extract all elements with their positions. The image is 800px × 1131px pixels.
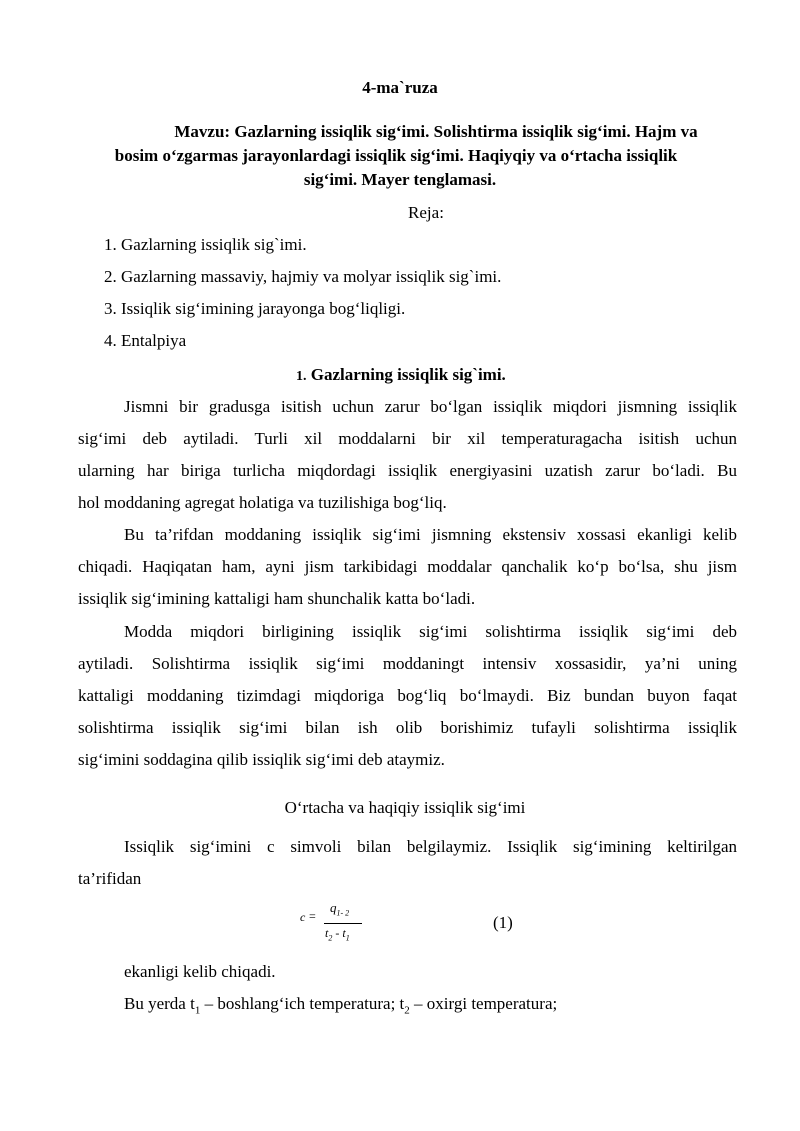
paragraph-line: ularning har biriga turlicha miqdordagi issiqlik energiyasini uzatish zarur bo‘ladi. Bu: [78, 461, 737, 480]
formula: [300, 900, 380, 946]
section-number: 1.: [296, 369, 307, 384]
formula-denominator: $t_2 - t_1$: [325, 926, 350, 943]
paragraph-line: Bu ta’rifdan moddaning issiqlik sig‘imi jismning ekstensiv xossasi ekanligi kelib: [124, 525, 737, 544]
plan-title: Reja:: [408, 203, 444, 222]
section-title: Gazlarning issiqlik sig`imi.: [310, 365, 506, 384]
topic-line-3: sig‘imi. Mayer tenglamasi.: [303, 170, 497, 189]
paragraph-line: ekanligi kelib chiqadi.: [124, 962, 276, 981]
paragraph-line: kattaligi moddaning tizimdagi miqdoriga bog‘liq bo‘lmaydi. Biz bundan buyon faqat: [78, 686, 737, 705]
topic-line-2: bosim o‘zgarmas jarayonlardagi issiqlik sig‘imi. Haqiyqiy va o‘rtacha issiqlik: [114, 146, 678, 165]
plan-item: 3. Issiqlik sig‘imining jarayonga bog‘liqligi.: [104, 299, 406, 318]
plan-item: 2. Gazlarning massaviy, hajmiy va molyar issiqlik sig`imi.: [104, 267, 502, 286]
fraction-bar: [324, 923, 362, 924]
plan-item: 1. Gazlarning issiqlik sig`imi.: [104, 235, 307, 254]
formula-numerator: $q_{1- 2}$: [330, 900, 350, 918]
definition-line: Bu yerda $t_1$ – boshlang‘ich temperatura; $t_2$ – oxirgi temperatura;: [124, 994, 558, 1017]
paragraph-line: ta’rifidan: [78, 869, 142, 888]
plan-item: 4. Entalpiya: [104, 331, 187, 350]
paragraph-line: sig‘imi deb aytiladi. Turli xil moddalarni bir xil temperaturagacha isitish uchun: [78, 429, 737, 448]
topic-line-1: Mavzu: Gazlarning issiqlik sig‘imi. Solishtirma issiqlik sig‘imi. Hajm va: [174, 122, 698, 141]
formula-lhs: c: [300, 910, 306, 924]
paragraph-line: hol moddaning agregat holatiga va tuzilishiga bog‘liq.: [78, 493, 447, 512]
paragraph-line: sig‘imini soddagina qilib issiqlik sig‘imi deb ataymiz.: [78, 750, 445, 769]
paragraph-line: aytiladi. Solishtirma issiqlik sig‘imi moddaningt intensiv xossasidir, ya’ni uning: [78, 654, 737, 673]
equation-number: (1): [493, 913, 513, 932]
section-heading: [296, 364, 506, 388]
paragraph-line: Modda miqdori birligining issiqlik sig‘imi solishtirma issiqlik sig‘imi deb: [124, 622, 737, 641]
paragraph-line: chiqadi. Haqiqatan ham, ayni jism tarkibidagi moddalar qanchalik ko‘p bo‘lsa, shu jism: [78, 557, 737, 576]
formula-equals: =: [309, 909, 316, 923]
lecture-number: 4-ma`ruza: [362, 78, 438, 97]
paragraph-line: Jismni bir gradusga isitish uchun zarur bo‘lgan issiqlik miqdori jismning issiqlik: [124, 397, 737, 416]
paragraph-line: solishtirma issiqlik sig‘imi bilan ish olib borishimiz tufayli solishtirma issiqlik: [78, 718, 737, 737]
paragraph-line: Issiqlik sig‘imini c simvoli bilan belgilaymiz. Issiqlik sig‘imining keltirilgan: [124, 837, 737, 856]
paragraph-line: issiqlik sig‘imining kattaligi ham shunchalik katta bo‘ladi.: [78, 589, 476, 608]
subheading: O‘rtacha va haqiqiy issiqlik sig‘imi: [284, 798, 526, 817]
